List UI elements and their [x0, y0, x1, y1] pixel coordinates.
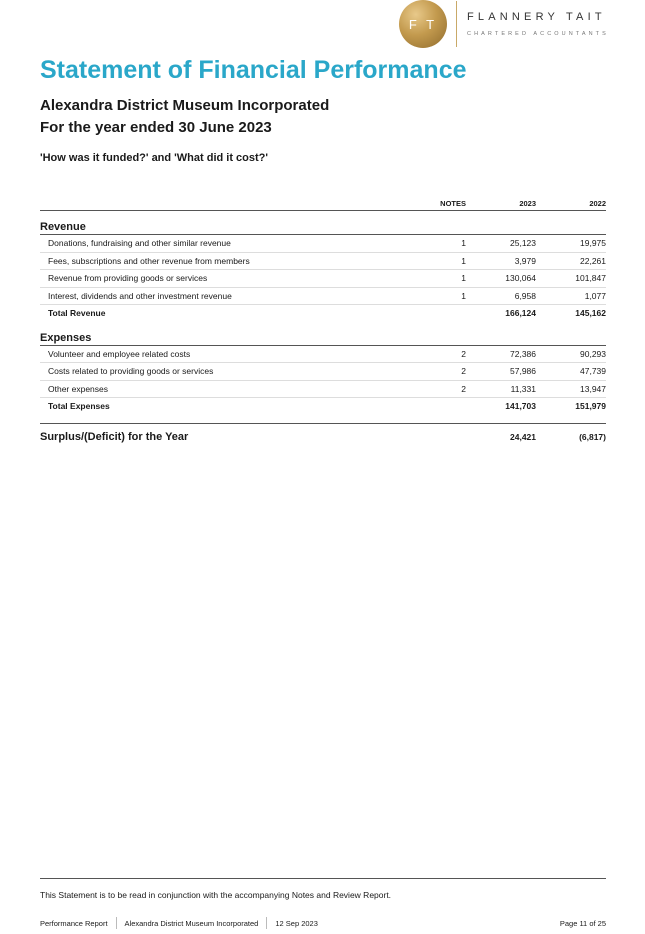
row-value-2022: 151,979	[575, 401, 606, 412]
section-expenses: Expenses	[40, 322, 606, 346]
row-value-2023: 11,331	[510, 383, 536, 394]
row-note: 1	[461, 273, 466, 284]
row-value-2022: 19,975	[580, 238, 606, 249]
logo-monogram: F T	[399, 0, 447, 48]
total-revenue-row	[40, 305, 606, 322]
logo-firm-name: FLANNERY TAIT	[467, 11, 606, 23]
row-value-2022: 101,847	[575, 273, 606, 284]
row-value-2023: 25,123	[510, 238, 536, 249]
row-label: Costs related to providing goods or services	[48, 366, 214, 377]
expense-rows	[40, 346, 606, 399]
surplus-label: Surplus/(Deficit) for the Year	[40, 430, 189, 443]
row-value-2023: 130,064	[505, 273, 536, 284]
table-header	[40, 196, 606, 211]
row-note: 2	[461, 383, 466, 394]
table-row	[40, 346, 606, 364]
row-label: Fees, subscriptions and other revenue from members	[48, 255, 250, 266]
row-label: Donations, fundraising and other similar revenue	[48, 238, 231, 249]
divider	[40, 415, 606, 424]
report-heading	[40, 95, 329, 139]
surplus-2023: 24,421	[510, 431, 536, 442]
row-value-2022: 13,947	[580, 383, 606, 394]
table-row	[40, 253, 606, 271]
footer-separator	[266, 917, 267, 929]
page-footer	[40, 917, 606, 929]
footer-page-number: Page 11 of 25	[559, 918, 606, 928]
row-value-2022: 1,077	[584, 290, 606, 301]
row-note: 1	[461, 255, 466, 266]
row-label: Interest, dividends and other investment revenue	[48, 290, 232, 301]
row-value-2022: 22,261	[580, 255, 606, 266]
row-label: Total Expenses	[48, 401, 110, 412]
row-label: Revenue from providing goods or services	[48, 273, 208, 284]
row-note: 2	[461, 366, 466, 377]
row-value-2023: 3,979	[514, 255, 536, 266]
statement-subtitle: 'How was it funded?' and 'What did it cost?'	[40, 152, 269, 164]
page-title: Statement of Financial Performance	[40, 56, 467, 84]
row-value-2023: 141,703	[505, 401, 536, 412]
footer-separator	[116, 917, 117, 929]
organisation-name: Alexandra District Museum Incorporated	[40, 97, 330, 114]
header-2023: 2023	[519, 198, 536, 208]
table-row	[40, 381, 606, 399]
row-value-2023: 72,386	[510, 348, 536, 359]
table-row	[40, 270, 606, 288]
row-value-2022: 145,162	[575, 308, 606, 319]
revenue-rows	[40, 235, 606, 305]
row-value-2022: 90,293	[580, 348, 606, 359]
header-2022: 2022	[589, 198, 606, 208]
row-note: 1	[461, 238, 466, 249]
footer-organisation: Alexandra District Museum Incorporated	[124, 918, 259, 928]
row-value-2023: 166,124	[505, 308, 536, 319]
row-value-2023: 6,958	[514, 290, 536, 301]
header-notes: NOTES	[440, 198, 466, 208]
row-label: Total Revenue	[48, 308, 106, 319]
surplus-2022: (6,817)	[579, 431, 606, 442]
financial-table	[40, 196, 606, 450]
logo-firm-subtitle: CHARTERED ACCOUNTANTS	[467, 31, 609, 37]
row-note: 2	[461, 348, 466, 359]
row-note: 1	[461, 290, 466, 301]
section-revenue: Revenue	[40, 211, 606, 235]
total-expenses-row	[40, 398, 606, 415]
row-label: Volunteer and employee related costs	[48, 348, 191, 359]
logo-text	[467, 11, 609, 37]
row-value-2022: 47,739	[580, 366, 606, 377]
table-row	[40, 288, 606, 306]
footer-note: This Statement is to be read in conjunction with the accompanying Notes and Review Report.	[40, 890, 392, 900]
footer-divider	[40, 878, 606, 879]
firm-logo	[399, 0, 609, 48]
row-value-2023: 57,986	[510, 366, 536, 377]
reporting-period: For the year ended 30 June 2023	[40, 119, 272, 136]
footer-date: 12 Sep 2023	[275, 918, 318, 928]
footer-report-name: Performance Report	[40, 918, 108, 928]
logo-divider	[456, 1, 457, 47]
surplus-row	[40, 424, 606, 450]
table-row	[40, 363, 606, 381]
row-label: Other expenses	[48, 383, 109, 394]
table-row	[40, 235, 606, 253]
